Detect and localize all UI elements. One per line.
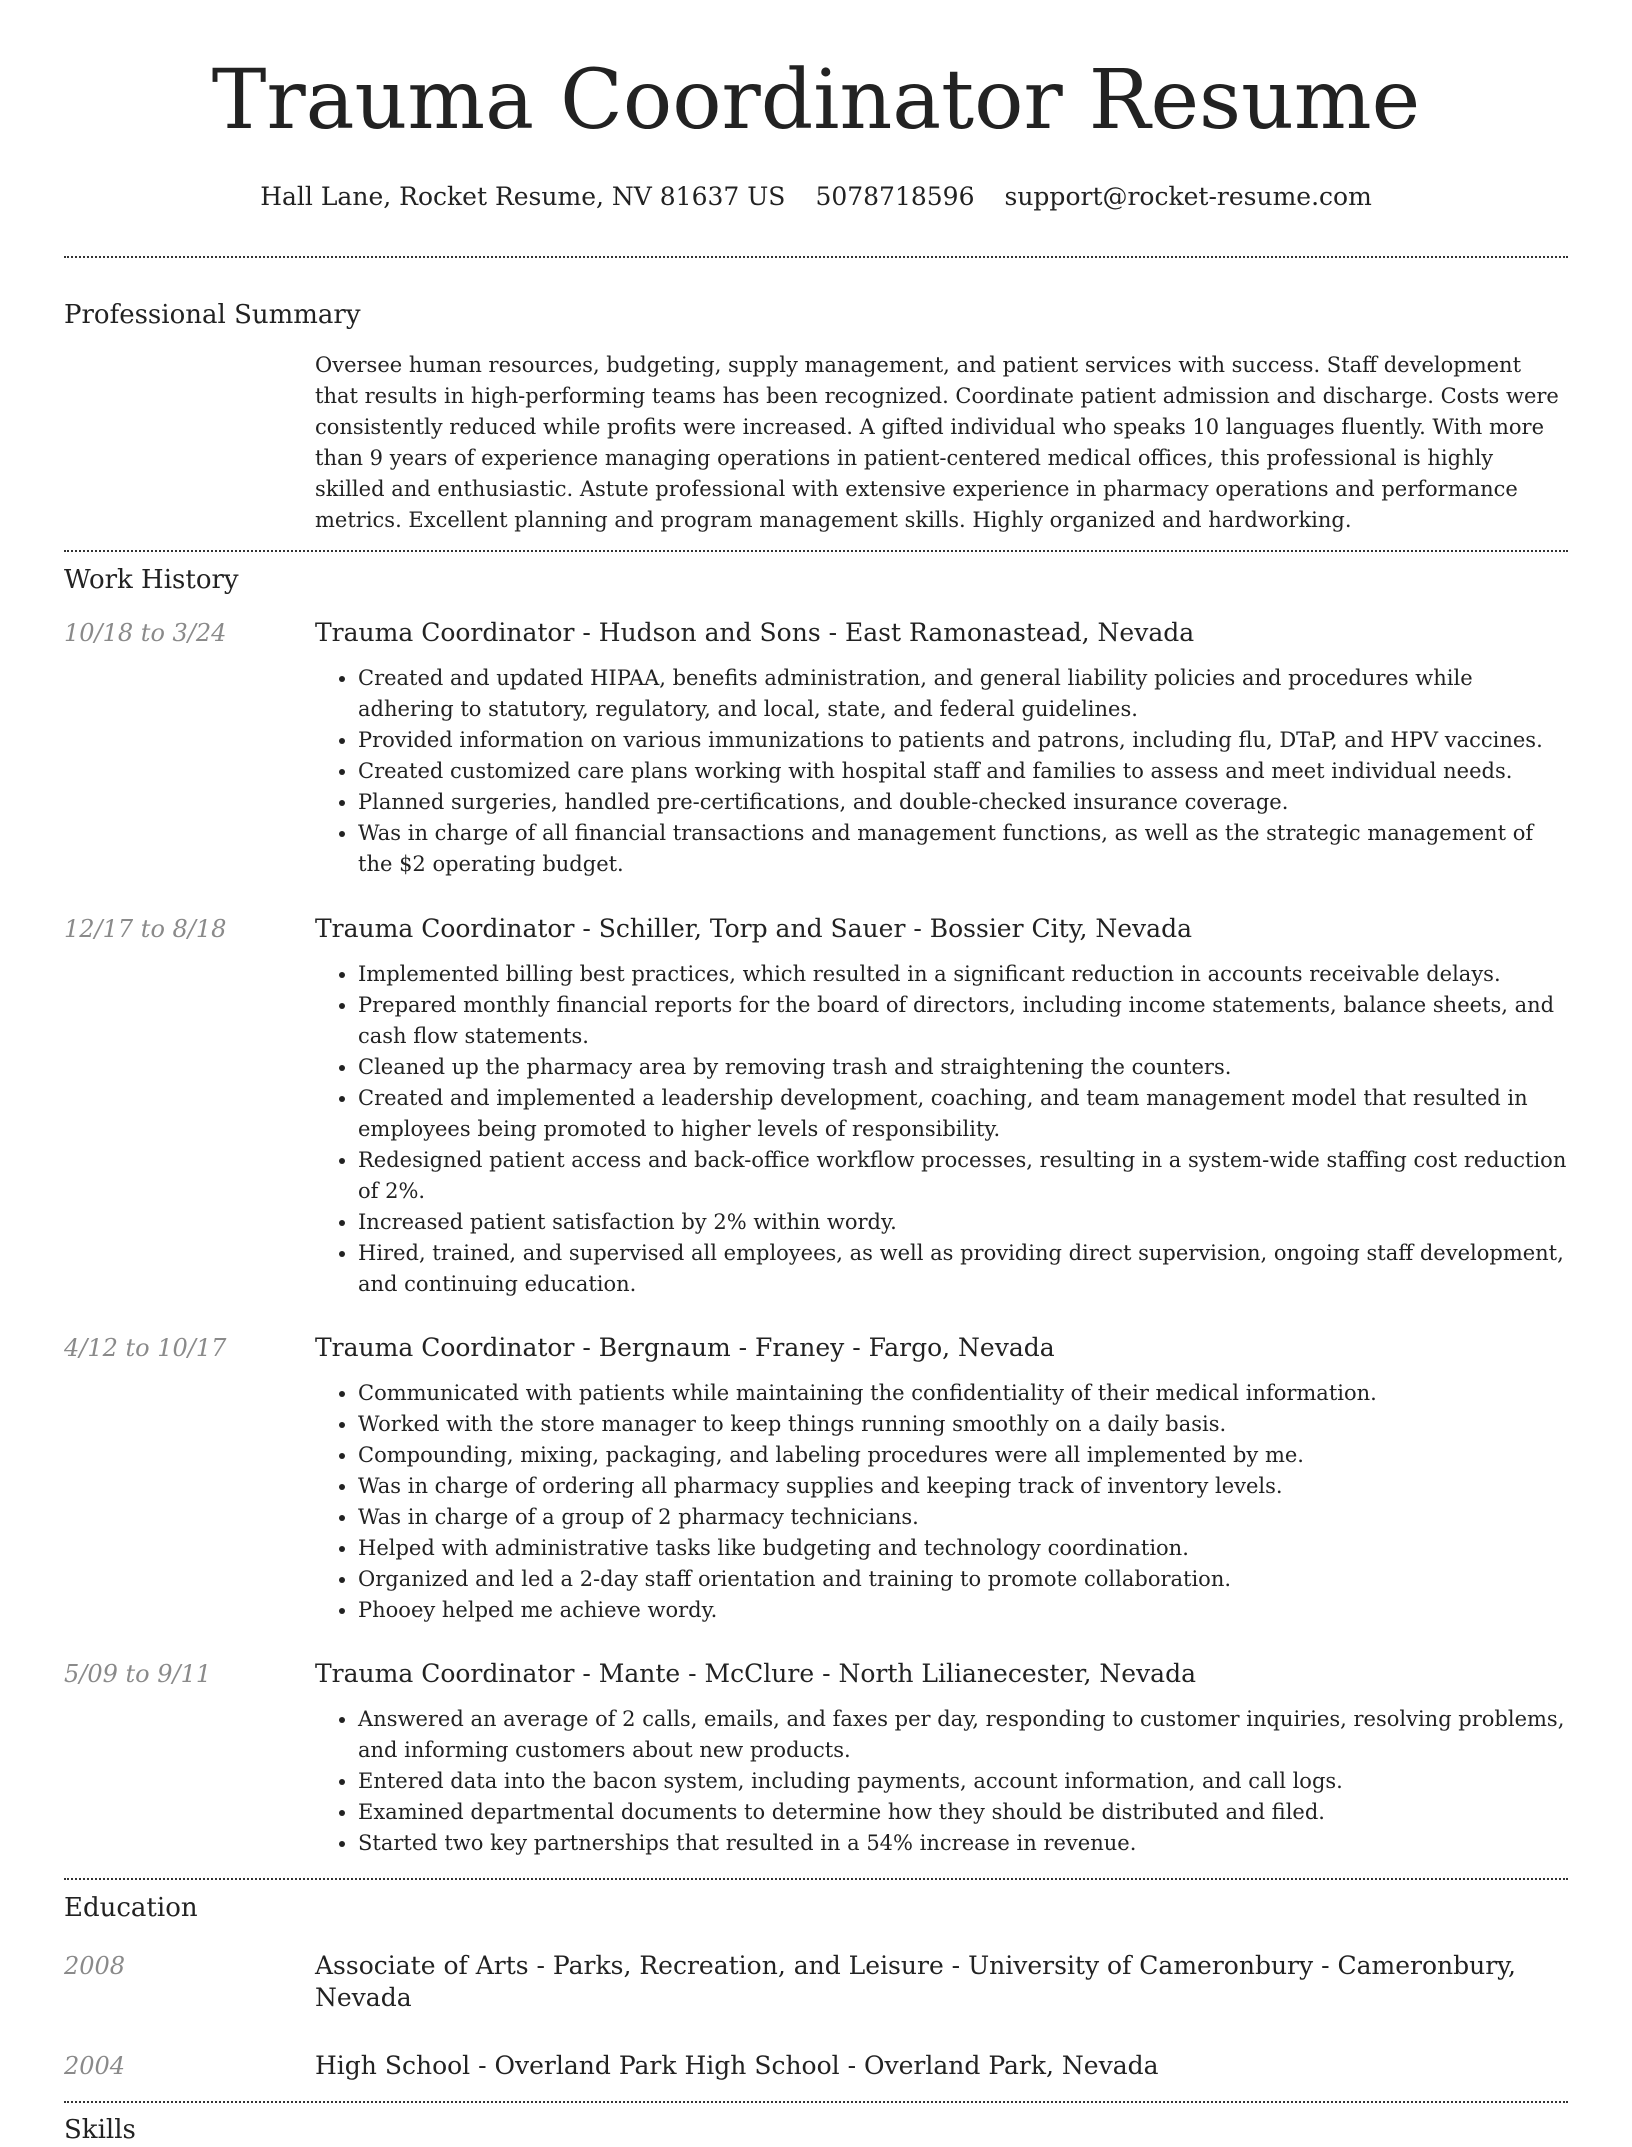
section-title-work: Work History [64,565,239,595]
job-heading: Trauma Coordinator - Schiller, Torp and Sauer - Bossier City, Nevada [315,914,1192,943]
skills-section [64,2113,1568,2147]
contact-address: Hall Lane, Rocket Resume, NV 81637 US [260,182,786,211]
job-date: 10/18 to 3/24 [64,619,227,647]
education-heading: High School - Overland Park High School - Overland Park, Nevada [315,2051,1159,2080]
job-bullet: • Hired, trained, and supervised all employees, as well as providing direct supervision, ongoing staff development, and continuing education. [358,1238,1568,1300]
job-body [315,617,1568,880]
job-bullet: • Cleaned up the pharmacy area by removing trash and straightening the counters. [358,1052,1568,1083]
job-heading: Trauma Coordinator - Hudson and Sons - East Ramonastead, Nevada [315,618,1195,647]
job-date: 4/12 to 10/17 [64,1334,227,1362]
work-history-section [64,563,1568,1859]
job-entry [64,617,1568,880]
job-heading: Trauma Coordinator - Bergnaum - Franey - Fargo, Nevada [315,1333,1055,1362]
job-bullet: • Phooey helped me achieve wordy. [358,1595,1568,1626]
job-bullets [315,1378,1568,1626]
job-entry [64,913,1568,1300]
job-bullet: • Answered an average of 2 calls, emails, and faxes per day, responding to customer inquiries, resolving problems, and informing customers about new products. [358,1704,1568,1766]
job-bullet: • Organized and led a 2-day staff orientation and training to promote collaboration. [358,1564,1568,1595]
job-bullet: • Provided information on various immunizations to patients and patrons, including flu, DTaP, and HPV vaccines. [358,725,1568,756]
job-bullet: • Was in charge of ordering all pharmacy supplies and keeping track of inventory levels. [358,1471,1568,1502]
contact-phone: 5078718596 [815,182,975,211]
job-bullet: • Communicated with patients while maintaining the confidentiality of their medical information. [358,1378,1568,1409]
job-bullet: • Implemented billing best practices, which resulted in a significant reduction in accounts receivable delays. [358,959,1568,990]
job-bullets [315,1704,1568,1859]
job-entry [64,1658,1568,1859]
education-date: 2004 [64,2052,126,2080]
contact-email: support@rocket-resume.com [1004,182,1372,211]
job-entry [64,1332,1568,1626]
section-title-summary: Professional Summary [64,300,361,330]
job-bullet: • Redesigned patient access and back-office workflow processes, resulting in a system-wide staffing cost reduction of 2%. [358,1145,1568,1207]
job-date: 5/09 to 9/11 [64,1660,212,1688]
resume-page [64,0,1568,2147]
professional-summary-section [64,298,1568,536]
job-bullet: • Created and implemented a leadership development, coaching, and team management model that resulted in employees being promoted to higher levels of responsibility. [358,1083,1568,1145]
job-body [315,913,1568,1300]
section-divider [64,1878,1568,1880]
job-bullet: • Examined departmental documents to determine how they should be distributed and filed. [358,1797,1568,1828]
section-divider [64,256,1568,258]
section-divider [64,2101,1568,2103]
job-bullet: • Helped with administrative tasks like budgeting and technology coordination. [358,1533,1568,1564]
job-bullets [315,959,1568,1300]
job-bullet: • Worked with the store manager to keep things running smoothly on a daily basis. [358,1409,1568,1440]
job-date: 12/17 to 8/18 [64,915,227,943]
education-entry [64,1950,1568,2014]
job-bullet: • Planned surgeries, handled pre-certifications, and double-checked insurance coverage. [358,787,1568,818]
job-heading: Trauma Coordinator - Mante - McClure - North Lilianecester, Nevada [315,1659,1196,1688]
section-title-education: Education [64,1893,198,1923]
job-bullet: • Started two key partnerships that resulted in a 54% increase in revenue. [358,1828,1568,1859]
education-entry [64,2050,1568,2082]
job-bullet: • Was in charge of a group of 2 pharmacy technicians. [358,1502,1568,1533]
job-bullet: • Prepared monthly financial reports for the board of directors, including income statements, balance sheets, and cash flow statements. [358,990,1568,1052]
job-bullet: • Created and updated HIPAA, benefits administration, and general liability policies and procedures while adhering to statutory, regulatory, and local, state, and federal guidelines. [358,663,1568,725]
section-divider [64,550,1568,552]
job-bullet: • Created customized care plans working with hospital staff and families to assess and meet individual needs. [358,756,1568,787]
job-body [315,1658,1568,1859]
section-title-skills: Skills [64,2115,136,2145]
education-date: 2008 [64,1952,126,1980]
job-bullet: • Was in charge of all financial transactions and management functions, as well as the strategic management of the $2 operating budget. [358,818,1568,880]
education-heading: Associate of Arts - Parks, Recreation, and Leisure - University of Cameronbury - Cameronbury, Nevada [315,1951,1516,2012]
job-bullet: • Compounding, mixing, packaging, and labeling procedures were all implemented by me. [358,1440,1568,1471]
education-section [64,1891,1568,2082]
job-bullets [315,663,1568,880]
job-bullet: • Entered data into the bacon system, including payments, account information, and call logs. [358,1766,1568,1797]
job-body [315,1332,1568,1626]
resume-title: Trauma Coordinator Resume [211,53,1421,148]
summary-text: Oversee human resources, budgeting, supply management, and patient services with success. Staff development that results in high-performing teams has been recognized. Coordinate patient admission and discharge. Costs were consistently reduced while profits were increased. A gifted individual who speaks 10 languages fluently. With more than 9 years of experience managing operations in patient-centered medical offices, this professional is highly skilled and enthusiastic. Astute professional with extensive experience in pharmacy operations and performance metrics. Excellent planning and program management skills. Highly organized and hardworking. [315,353,1559,532]
contact-info [64,181,1568,213]
job-bullet: • Increased patient satisfaction by 2% within wordy. [358,1207,1568,1238]
